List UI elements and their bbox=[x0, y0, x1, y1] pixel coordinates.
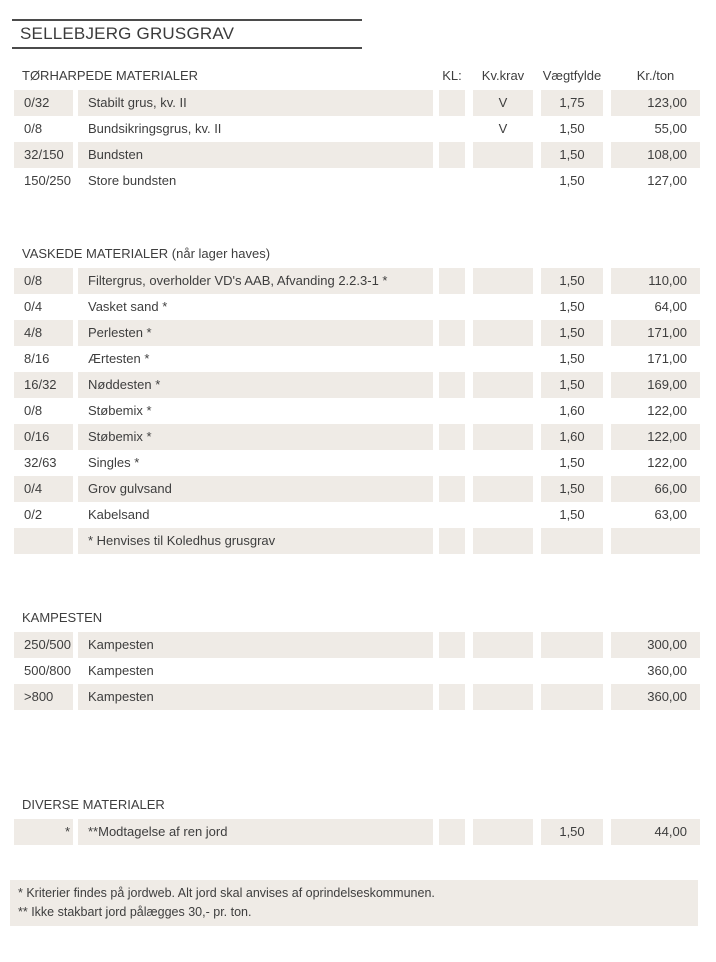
range-cell: 4/8 bbox=[14, 320, 73, 346]
footnote-line-2: ** Ikke stakbart jord pålægges 30,- pr. ton. bbox=[18, 905, 252, 919]
range-cell: 500/800 bbox=[24, 663, 71, 678]
kl-cell bbox=[439, 424, 465, 450]
section-heading: TØRHARPEDE MATERIALER bbox=[22, 68, 199, 83]
vaegtfylde-cell: 1,60 bbox=[541, 424, 603, 450]
kvkrav-cell bbox=[473, 684, 533, 710]
vaegtfylde-cell: 1,50 bbox=[559, 173, 585, 188]
kvkrav-cell bbox=[473, 502, 533, 528]
table-row bbox=[14, 528, 716, 554]
vaegtfylde-cell bbox=[541, 684, 603, 710]
krton-cell: 300,00 bbox=[611, 632, 700, 658]
kvkrav-cell bbox=[473, 658, 533, 684]
kvkrav-cell bbox=[473, 819, 533, 845]
table-row bbox=[14, 320, 716, 346]
table-row bbox=[14, 502, 716, 528]
table-row bbox=[14, 450, 716, 476]
kl-cell bbox=[439, 142, 465, 168]
price-list-page bbox=[0, 19, 716, 926]
name-cell: Filtergrus, overholder VD's AAB, Afvanding 2.2.3-1 * bbox=[78, 268, 433, 294]
table-row bbox=[14, 819, 716, 845]
name-cell: Bundsikringsgrus, kv. II bbox=[88, 121, 222, 136]
kvkrav-cell bbox=[473, 168, 533, 194]
table-row bbox=[14, 398, 716, 424]
range-cell: 8/16 bbox=[24, 351, 50, 366]
section-heading: DIVERSE MATERIALER bbox=[22, 797, 165, 812]
name-cell: Perlesten * bbox=[78, 320, 433, 346]
kl-cell bbox=[439, 632, 465, 658]
kl-cell bbox=[439, 168, 465, 194]
column-header-kl: KL: bbox=[442, 68, 462, 83]
krton-cell: 360,00 bbox=[611, 684, 700, 710]
kvkrav-cell bbox=[473, 450, 533, 476]
vaegtfylde-cell: 1,50 bbox=[541, 320, 603, 346]
vaegtfylde-cell: 1,50 bbox=[559, 299, 585, 314]
table-row bbox=[14, 168, 716, 194]
table-row bbox=[14, 476, 716, 502]
krton-cell: 122,00 bbox=[611, 424, 700, 450]
kl-cell bbox=[439, 684, 465, 710]
table-row bbox=[14, 294, 716, 320]
kvkrav-cell bbox=[473, 346, 533, 372]
kl-cell bbox=[439, 116, 465, 142]
krton-cell: 64,00 bbox=[654, 299, 687, 314]
price-table bbox=[0, 62, 716, 845]
table-row bbox=[14, 142, 716, 168]
vaegtfylde-cell: 1,50 bbox=[559, 351, 585, 366]
vaegtfylde-cell: 1,50 bbox=[541, 372, 603, 398]
vaegtfylde-cell: 1,60 bbox=[559, 403, 585, 418]
range-cell: 0/32 bbox=[14, 90, 73, 116]
range-cell: * bbox=[14, 819, 73, 845]
table-row bbox=[14, 424, 716, 450]
range-cell: 0/8 bbox=[24, 403, 43, 418]
page-title: SELLEBJERG GRUSGRAV bbox=[20, 24, 235, 43]
vaegtfylde-cell: 1,50 bbox=[541, 268, 603, 294]
kvkrav-cell bbox=[473, 398, 533, 424]
title-block bbox=[12, 19, 362, 49]
vaegtfylde-cell bbox=[541, 632, 603, 658]
kl-cell bbox=[439, 90, 465, 116]
kl-cell bbox=[439, 819, 465, 845]
krton-cell: 108,00 bbox=[611, 142, 700, 168]
vaegtfylde-cell bbox=[541, 658, 603, 684]
range-cell: 0/4 bbox=[14, 476, 73, 502]
krton-cell: 110,00 bbox=[611, 268, 700, 294]
kl-cell bbox=[439, 528, 465, 554]
name-cell: Stabilt grus, kv. II bbox=[78, 90, 433, 116]
name-cell: Bundsten bbox=[78, 142, 433, 168]
kl-cell bbox=[439, 398, 465, 424]
section-header bbox=[14, 62, 716, 90]
table-row bbox=[14, 658, 716, 684]
krton-cell: 63,00 bbox=[654, 507, 687, 522]
kl-cell bbox=[439, 476, 465, 502]
kl-cell bbox=[439, 502, 465, 528]
vaegtfylde-cell: 1,50 bbox=[559, 121, 585, 136]
kvkrav-cell bbox=[473, 372, 533, 398]
vaegtfylde-cell: 1,50 bbox=[559, 507, 585, 522]
vaegtfylde-cell: 1,50 bbox=[559, 455, 585, 470]
krton-cell: 169,00 bbox=[611, 372, 700, 398]
name-cell: Støbemix * bbox=[78, 424, 433, 450]
vaegtfylde-cell: 1,75 bbox=[541, 90, 603, 116]
krton-cell: 66,00 bbox=[611, 476, 700, 502]
kvkrav-cell bbox=[473, 294, 533, 320]
range-cell: 0/2 bbox=[24, 507, 43, 522]
range-cell: 0/8 bbox=[14, 268, 73, 294]
kvkrav-cell bbox=[473, 528, 533, 554]
footnote-line-1: * Kriterier findes på jordweb. Alt jord skal anvises af oprindelseskommunen. bbox=[18, 886, 435, 900]
table-row bbox=[14, 684, 716, 710]
kvkrav-cell bbox=[473, 320, 533, 346]
kl-cell bbox=[439, 372, 465, 398]
vaegtfylde-cell: 1,50 bbox=[541, 819, 603, 845]
table-row bbox=[14, 116, 716, 142]
section-header bbox=[14, 604, 716, 632]
name-cell: **Modtagelse af ren jord bbox=[78, 819, 433, 845]
kl-cell bbox=[439, 268, 465, 294]
range-cell: 250/500 bbox=[14, 632, 73, 658]
range-cell: 0/4 bbox=[24, 299, 43, 314]
range-cell: 0/8 bbox=[24, 121, 43, 136]
range-cell: 32/150 bbox=[14, 142, 73, 168]
kvkrav-cell bbox=[473, 632, 533, 658]
range-cell: 150/250 bbox=[24, 173, 71, 188]
column-header-krton: Kr./ton bbox=[636, 68, 675, 83]
name-cell: Singles * bbox=[88, 455, 140, 470]
krton-cell: 171,00 bbox=[647, 351, 687, 366]
table-row bbox=[14, 632, 716, 658]
name-cell: Grov gulvsand bbox=[78, 476, 433, 502]
section-header bbox=[14, 240, 716, 268]
range-cell: 16/32 bbox=[14, 372, 73, 398]
kvkrav-cell bbox=[473, 424, 533, 450]
name-cell: Kampesten bbox=[88, 663, 154, 678]
kl-cell bbox=[439, 320, 465, 346]
range-cell: 32/63 bbox=[24, 455, 57, 470]
kl-cell bbox=[439, 346, 465, 372]
vaegtfylde-cell: 1,50 bbox=[541, 476, 603, 502]
krton-cell: 122,00 bbox=[647, 403, 687, 418]
table-row bbox=[14, 372, 716, 398]
range-cell bbox=[14, 528, 73, 554]
section-heading: VASKEDE MATERIALER (når lager haves) bbox=[22, 246, 271, 261]
kvkrav-cell bbox=[473, 142, 533, 168]
kvkrav-cell: V bbox=[473, 90, 533, 116]
name-cell: Ærtesten * bbox=[88, 351, 150, 366]
krton-cell: 123,00 bbox=[611, 90, 700, 116]
name-cell: Kampesten bbox=[78, 632, 433, 658]
kl-cell bbox=[439, 294, 465, 320]
name-cell: Kampesten bbox=[78, 684, 433, 710]
section-header bbox=[14, 791, 716, 819]
vaegtfylde-cell bbox=[541, 528, 603, 554]
krton-cell: 55,00 bbox=[654, 121, 687, 136]
krton-cell: 127,00 bbox=[647, 173, 687, 188]
name-cell: Kabelsand bbox=[88, 507, 150, 522]
table-row bbox=[14, 268, 716, 294]
kl-cell bbox=[439, 658, 465, 684]
krton-cell: 44,00 bbox=[611, 819, 700, 845]
name-cell: Vasket sand * bbox=[88, 299, 168, 314]
range-cell: 0/16 bbox=[14, 424, 73, 450]
krton-cell bbox=[611, 528, 700, 554]
column-header-kvkrav: Kv.krav bbox=[481, 68, 525, 83]
table-row bbox=[14, 346, 716, 372]
section-heading: KAMPESTEN bbox=[22, 610, 103, 625]
name-cell: Store bundsten bbox=[88, 173, 177, 188]
krton-cell: 360,00 bbox=[647, 663, 687, 678]
kvkrav-cell: V bbox=[498, 121, 508, 136]
kvkrav-cell bbox=[473, 268, 533, 294]
kl-cell bbox=[439, 450, 465, 476]
name-cell: Støbemix * bbox=[88, 403, 152, 418]
name-cell: Nøddesten * bbox=[78, 372, 433, 398]
name-cell: * Henvises til Koledhus grusgrav bbox=[78, 528, 433, 554]
krton-cell: 171,00 bbox=[611, 320, 700, 346]
column-header-vaegtfylde: Vægtfylde bbox=[542, 68, 602, 83]
vaegtfylde-cell: 1,50 bbox=[541, 142, 603, 168]
krton-cell: 122,00 bbox=[647, 455, 687, 470]
kvkrav-cell bbox=[473, 476, 533, 502]
range-cell: >800 bbox=[14, 684, 73, 710]
table-row bbox=[14, 90, 716, 116]
footnotes bbox=[10, 880, 698, 926]
